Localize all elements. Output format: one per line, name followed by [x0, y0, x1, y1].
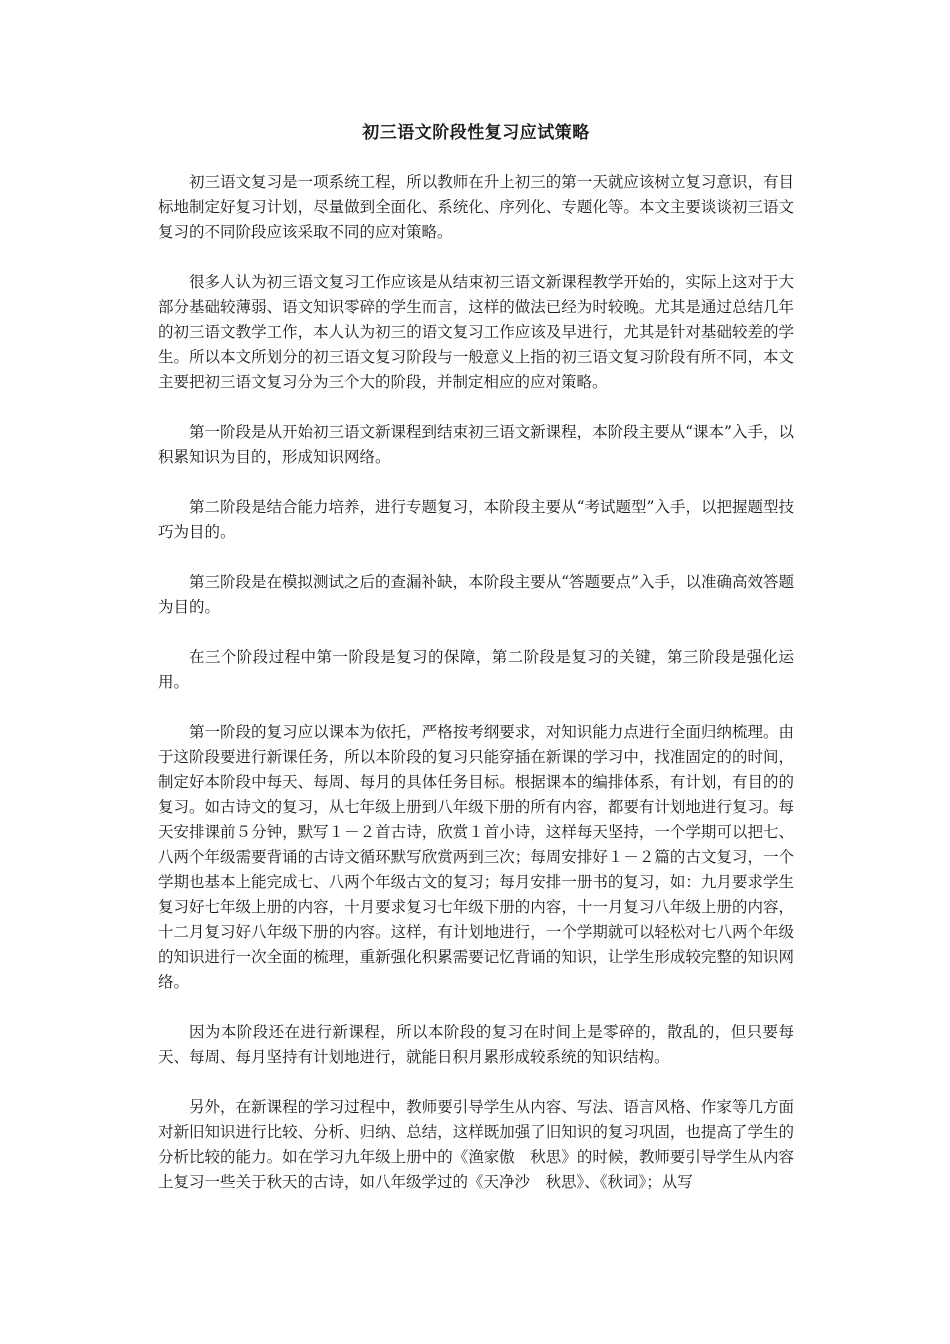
document-page — [158, 120, 794, 1220]
document-title: 初三语文阶段性复习应试策略 — [362, 123, 590, 143]
paragraph-background: 很多人认为初三语文复习工作应该是从结束初三语文新课程教学开始的，实际上这对于大部分基础较薄弱、语文知识零碎的学生而言，这样的做法已经为时较晚。尤其是通过总结几年的初三语文教学工作，本人认为初三的语文复习工作应该及早进行，尤其是针对基础较差的学生。所以本文所划分的初三语文复习阶段与一般意义上指的初三语文复习阶段有所不同，本文主要把初三语文复习分为三个大的阶段，并制定相应的应对策略。 — [158, 273, 794, 391]
paragraph-stage-summary: 在三个阶段过程中第一阶段是复习的保障，第二阶段是复习的关键，第三阶段是强化运用。 — [158, 648, 794, 691]
paragraph-stage-one: 第一阶段是从开始初三语文新课程到结束初三语文新课程，本阶段主要从“课本”入手，以积累知识为目的，形成知识网络。 — [158, 423, 794, 466]
paragraph-stage-two: 第二阶段是结合能力培养，进行专题复习，本阶段主要从“考试题型”入手，以把握题型技巧为目的。 — [158, 498, 794, 541]
paragraph-fragmented-review: 因为本阶段还在进行新课程，所以本阶段的复习在时间上是零碎的，散乱的，但只要每天、每周、每月坚持有计划地进行，就能日积月累形成较系统的知识结构。 — [158, 1023, 794, 1066]
paragraph-intro: 初三语文复习是一项系统工程，所以教师在升上初三的第一天就应该树立复习意识，有目标地制定好复习计划，尽量做到全面化、系统化、序列化、专题化等。本文主要谈谈初三语文复习的不同阶段应该采取不同的应对策略。 — [158, 173, 794, 241]
paragraph-stage-one-detail: 第一阶段的复习应以课本为依托，严格按考纲要求，对知识能力点进行全面归纳梳理。由于这阶段要进行新课任务，所以本阶段的复习只能穿插在新课的学习中，找准固定的的时间，制定好本阶段中每天、每周、每月的具体任务目标。根据课本的编排体系，有计划，有目的的复习。如古诗文的复习，从七年级上册到八年级下册的所有内容，都要有计划地进行复习。每天安排课前５分钟，默写１－２首古诗，欣赏１首小诗，这样每天坚持，一个学期可以把七、八两个年级需要背诵的古诗文循环默写欣赏两到三次；每周安排好１－２篇的古文复习，一个学期也基本上能完成七、八两个年级古文的复习；每月安排一册书的复习，如：九月要求学生复习好七年级上册的内容，十月要求复习七年级下册的内容，十一月复习八年级上册的内容，十二月复习好八年级下册的内容。这样，有计划地进行，一个学期就可以轻松对七八两个年级的知识进行一次全面的梳理，重新强化积累需要记忆背诵的知识，让学生形成较完整的知识网络。 — [158, 723, 794, 991]
paragraph-stage-three: 第三阶段是在模拟测试之后的查漏补缺，本阶段主要从“答题要点”入手，以准确高效答题为目的。 — [158, 573, 794, 616]
paragraph-comparison: 另外，在新课程的学习过程中，教师要引导学生从内容、写法、语言风格、作家等几方面对新旧知识进行比较、分析、归纳、总结，这样既加强了旧知识的复习巩固，也提高了学生的分析比较的能力。如在学习九年级上册中的《渔家傲 秋思》的时候，教师要引导学生从内容上复习一些关于秋天的古诗，如八年级学过的《天净沙 秋思》、《秋词》；从写 — [158, 1098, 794, 1191]
